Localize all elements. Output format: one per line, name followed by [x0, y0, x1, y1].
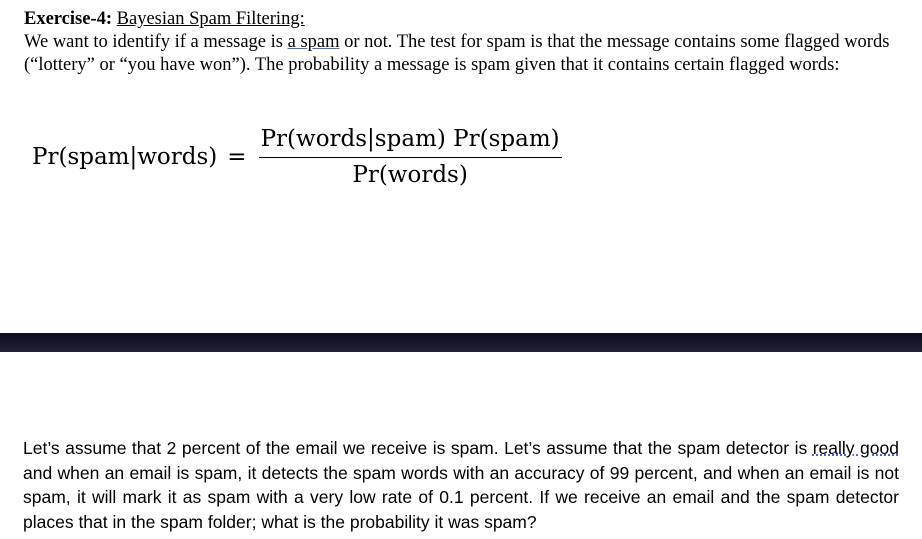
- formula-numerator: Pr(words|spam) Pr(spam): [259, 126, 562, 158]
- formula-denominator: Pr(words): [352, 162, 468, 188]
- exercise-section: [24, 8, 904, 77]
- formula-lhs: Pr(spam|words): [32, 144, 218, 170]
- intro-underlined-phrase: a spam: [287, 32, 340, 52]
- formula-fraction: [259, 126, 562, 188]
- problem-text-end: and when an email is spam, it detects the spam words with an accuracy of 99 percent, and when an email is not spam, it will mark it as spam with a very low rate of 0.1 percent. If we receive an email and the spam detector places that in the spam folder; what is the probability it was spam?: [23, 462, 899, 532]
- intro-paragraph: [24, 31, 904, 77]
- intro-text-end: or not. The test for spam is that the message contains some flagged words (“lottery” or “you have won”). The probability a message is spam given that it contains certain flagged words:: [24, 32, 890, 75]
- page-divider-band: [0, 333, 922, 352]
- problem-paragraph: [23, 436, 899, 534]
- bayes-formula: [32, 122, 562, 192]
- intro-text-start: We want to identify if a message is: [24, 32, 288, 52]
- exercise-title: Bayesian Spam Filtering:: [116, 9, 305, 29]
- problem-dotted-phrase: really good: [812, 438, 899, 458]
- problem-text-start: Let’s assume that 2 percent of the email we receive is spam. Let’s assume that the spam detector is: [23, 438, 813, 458]
- formula-equals: =: [227, 144, 247, 170]
- exercise-heading: [24, 8, 904, 31]
- exercise-label: Exercise-4:: [24, 9, 113, 29]
